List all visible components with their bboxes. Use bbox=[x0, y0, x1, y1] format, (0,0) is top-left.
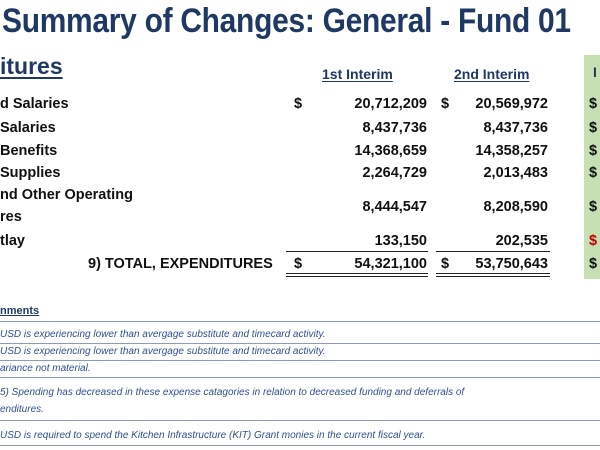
third-column-dollar: $ bbox=[589, 96, 598, 112]
second-interim-value: 14,358,257 bbox=[475, 143, 548, 159]
subtotal-rule bbox=[286, 251, 428, 252]
row-label: tlay bbox=[0, 233, 25, 249]
second-interim-value: 2,013,483 bbox=[483, 165, 548, 181]
second-interim-value: 20,569,972 bbox=[475, 96, 548, 112]
total-second-interim: 53,750,643 bbox=[475, 256, 548, 272]
total-double-rule bbox=[286, 273, 428, 277]
third-column-dollar: $ bbox=[589, 256, 598, 272]
row-label-line-1: nd Other Operating bbox=[0, 187, 133, 203]
comment-note: USD is required to spend the Kitchen Infrastructure (KIT) Grant monies in the current fiscal year. bbox=[0, 430, 426, 441]
comment-note: ariance not material. bbox=[0, 363, 91, 374]
third-column-dollar: $ bbox=[589, 233, 598, 249]
comment-note: enditures. bbox=[0, 404, 44, 415]
comments-heading: nments bbox=[0, 305, 40, 317]
comment-divider bbox=[0, 360, 600, 361]
column-header-partial: I bbox=[593, 64, 597, 80]
comment-note: 5) Spending has decreased in these expense catagories in relation to decreased funding and deferrals of bbox=[0, 387, 465, 398]
second-interim-value: 202,535 bbox=[495, 233, 548, 249]
first-interim-value: 133,150 bbox=[374, 233, 427, 249]
second-interim-value: 8,208,590 bbox=[483, 199, 548, 215]
dollar-sign: $ bbox=[294, 256, 303, 272]
first-interim-value: 8,437,736 bbox=[362, 120, 427, 136]
total-label: 9) TOTAL, EXPENDITURES bbox=[88, 256, 273, 272]
dollar-sign: $ bbox=[441, 256, 450, 272]
comment-note: USD is experiencing lower than avergage substitute and timecard activity. bbox=[0, 329, 326, 340]
third-column-dollar: $ bbox=[589, 199, 598, 215]
column-header-1st-interim: 1st Interim bbox=[322, 66, 393, 82]
page-title: Summary of Changes: General - Fund 01 bbox=[2, 2, 571, 40]
second-interim-value: 8,437,736 bbox=[483, 120, 548, 136]
row-label: Salaries bbox=[0, 120, 56, 136]
comment-note: USD is experiencing lower than avergage substitute and timecard activity. bbox=[0, 346, 326, 357]
comment-divider bbox=[0, 420, 600, 421]
third-column-dollar: $ bbox=[589, 120, 598, 136]
comment-divider bbox=[0, 377, 600, 378]
row-label: Supplies bbox=[0, 165, 61, 181]
row-label: Benefits bbox=[0, 143, 58, 159]
first-interim-value: 8,444,547 bbox=[362, 199, 427, 215]
row-label-line-2: res bbox=[0, 209, 22, 225]
dollar-sign: $ bbox=[441, 96, 450, 112]
first-interim-value: 2,264,729 bbox=[362, 165, 427, 181]
first-interim-value: 14,368,659 bbox=[354, 143, 427, 159]
comment-divider bbox=[0, 343, 600, 344]
third-column-dollar: $ bbox=[589, 165, 598, 181]
total-double-rule bbox=[436, 273, 550, 277]
column-header-2nd-interim: 2nd Interim bbox=[454, 66, 530, 82]
subtotal-rule bbox=[436, 251, 550, 252]
row-label: d Salaries bbox=[0, 96, 69, 112]
dollar-sign: $ bbox=[294, 96, 303, 112]
third-column-dollar: $ bbox=[589, 143, 598, 159]
comment-divider bbox=[0, 445, 600, 446]
total-first-interim: 54,321,100 bbox=[354, 256, 427, 272]
first-interim-value: 20,712,209 bbox=[354, 96, 427, 112]
section-heading: itures bbox=[0, 53, 63, 79]
comment-divider bbox=[0, 321, 600, 322]
